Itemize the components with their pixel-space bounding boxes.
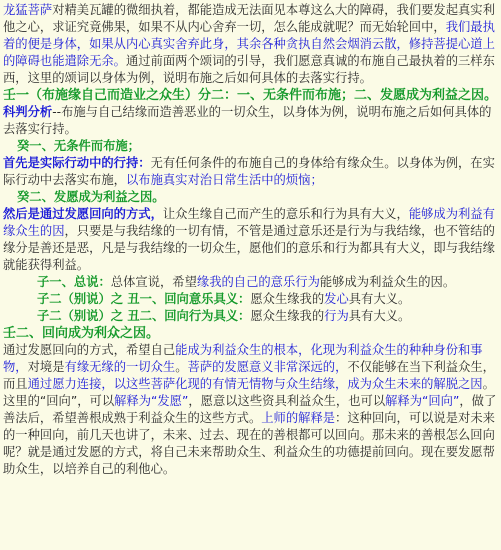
heading-gui-yi: 癸一、无条件而布施； [17,139,140,153]
dedication-highlight: 能够成为利益有缘众生的因 [3,207,495,238]
outline-chou-yi [3,291,498,308]
outline-zi-yi-label: 子一、总说： [37,275,111,289]
outline-chou-er-highlight: 行为 [324,309,349,323]
outline-chou-yi-highlight: 发心 [324,292,349,306]
aspiration-text-8: ：这种回向，可以说是对未来的一种回向，前几天也讲了，未来、过去、现在的善根都可以回向。那未来的善根怎么回向呢？就是通过发愿的方式，将自己未来帮助众生、利益众生的功德提前回向。现在要发愿帮助众生，以培养自己的利他心。 [3,411,495,476]
heading-ren-yi: 壬一（布施缘自己而造业之众生）分二：一、无条件而布施；二、发愿成为利益之因。 [3,88,498,103]
intro-text-1: 对精美瓦罐的微细执着，都能造成无法面见本尊这么大的障碍，我们要发起真实利他之心，求证究竟佛果，如果不从内心舍弃一切，怎么能成就呢？而无始轮回中， [3,3,495,34]
practice-text-1: 无有任何条件的布施自己的身体给有缘众生。以身体为例，在实际行动中去落实布施， [3,156,495,187]
dedication-text-2: ，只要是与我结缘的一切有情，不管是通过意乐还是行为与我结缘，也不管结的缘分是善还是恶，凡是与我结缘的一切众生，愿他们的意乐和行为都具有大义，即与我结缘就能获得利益。 [3,224,495,272]
aspiration-text-4: 不仅能够在当下利益众生，而且 [3,360,495,391]
aspiration-highlight-1: 能成为利益众生的根本，化现为利益众生的种种身份和事物， [3,343,483,374]
outline-chou-er-text: 愿众生缘我的 [250,309,325,323]
aspiration-text-1: 通过发愿回向的方式，希望自己 [3,343,176,357]
paragraph-intro [3,2,498,87]
intro-highlight: 我们最执着的便是身体，如果从内心真实舍弃此身，其余各种贪执自然会烟消云散，修持菩提心道上的障碍也能遣除无余。 [3,20,495,68]
aspiration-highlight-2: 有缘无缘的一切众生 [64,360,176,374]
aspiration-highlight-3: 菩萨的发愿意义非常深远的， [187,360,348,374]
paragraph-analysis [3,104,498,138]
aspiration-text-5: 。这里的“回向”，可以 [3,377,495,408]
heading-gui-er: 癸二、发愿成为利益之因。 [17,190,165,204]
aspiration-text-3: 。 [175,360,188,374]
aspiration-text-6: ，愿意以这些资具利益众生，也可以 [188,394,386,408]
name-longmeng: 龙猛菩萨 [3,3,53,17]
outline-chou-er-label: 子二（别说）之 丑二、回向行为具义： [37,309,251,323]
aspiration-highlight-6: 解释为“回向” [385,394,460,408]
outline-zi-yi-text: 总体宣说，希望 [110,275,197,289]
paragraph-dedication [3,206,498,274]
analysis-label: 科判分析 [3,105,53,119]
dedication-text-1: 让众生缘自己而产生的意乐和行为具有大义， [162,207,409,221]
outline-chou-er-end: 具有大义。 [348,309,411,323]
outline-zi-yi-end: 能够成为利益众生的因。 [319,275,456,289]
practice-highlight: 以布施真实对治日常生活中的烦恼； [125,173,323,187]
aspiration-highlight-4: 通过愿力连接，以这些菩萨化现的有情无情物与众生结缘，成为众生未来的解脱之因 [27,377,483,391]
aspiration-highlight-5: 解释为“发愿” [114,394,189,408]
analysis-text: --布施与自己结缘而造善恶业的一切众生，以身体为例，说明布施之后如何具体的去落实行持。 [3,105,492,136]
outline-zi-yi [3,274,498,291]
aspiration-highlight-7: 上师的解释是 [261,411,336,425]
outline-chou-er [3,308,498,325]
heading-ren-er: 壬二、回向成为利众之因。 [3,326,160,341]
dedication-label: 然后是通过发愿回向的方式， [3,207,163,221]
outline-chou-yi-end: 具有大义。 [348,292,411,306]
paragraph-aspiration [3,342,498,478]
practice-label: 首先是实际行动中的行持： [3,156,151,170]
intro-text-2: 通过前面两个颂词的引导，我们愿意真诚的布施自己最执着的三样东西，这里的颂词以身体为例，说明布施之后如何具体的去落实行持。 [3,54,495,85]
aspiration-text-7: ，做了善法后，希望善根成熟于利益众生的这些方式。 [3,394,497,425]
aspiration-text-2: 对境是 [27,360,65,374]
outline-chou-yi-label: 子二（别说）之 丑一、回向意乐具义： [37,292,251,306]
outline-chou-yi-text: 愿众生缘我的 [250,292,325,306]
outline-zi-yi-highlight: 缘我的自己的意乐行为 [196,275,320,289]
paragraph-practice [3,155,498,189]
